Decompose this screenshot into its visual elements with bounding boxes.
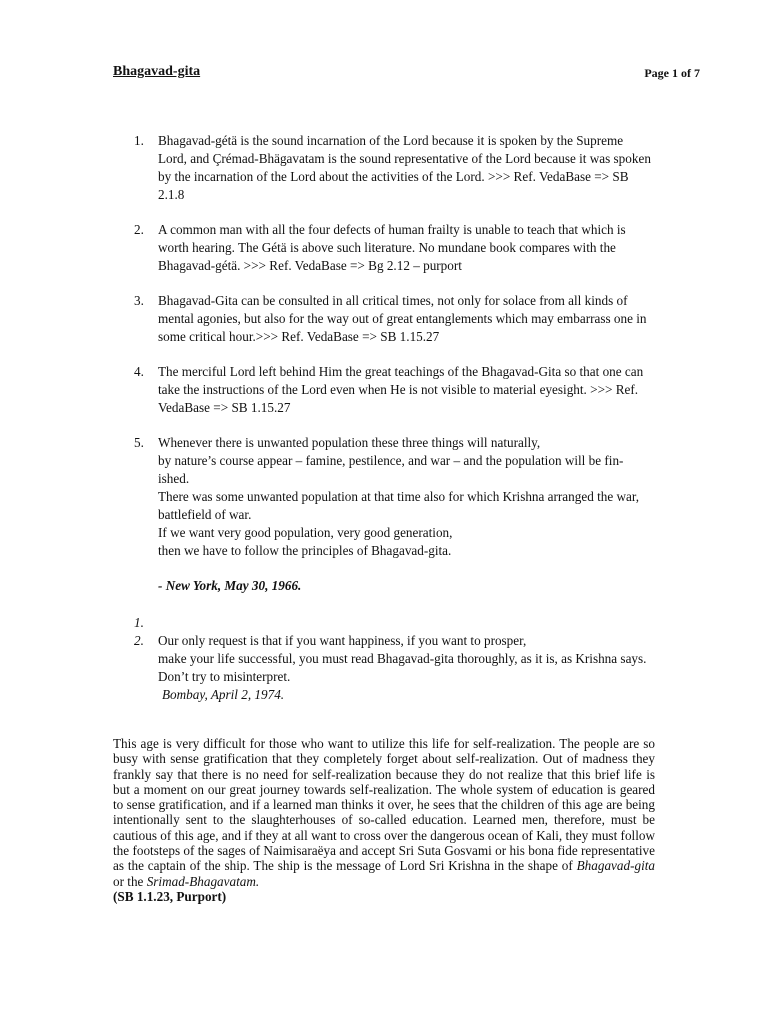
list-item-number: 2.: [134, 222, 144, 237]
list-item-number: 1.: [134, 133, 144, 148]
essay-text: or the: [113, 873, 147, 889]
list-item: [134, 614, 654, 632]
list-item-number: 1.: [134, 615, 144, 630]
document-title: Bhagavad-gita: [113, 64, 201, 79]
list-item-text: The merciful Lord left behind Him the great teachings of the Bhagavad-Gita so that one can take the instructions of the Lord even when He is not visible to material eyesight. >>> Ref. VedaBase => SB 1.15.27: [158, 364, 644, 415]
list-item: [134, 632, 654, 704]
list-item-text: Bhagavad-Gita can be consulted in all critical times, not only for solace from all kinds of mental agonies, but also for the way out of great entanglements which may embarrass one in some critical hour.>>> Ref. VedaBase => SB 1.15.27: [158, 293, 647, 344]
list-item: [134, 132, 654, 204]
book-title: Bhagavad-gita: [576, 858, 655, 874]
essay-reference: (SB 1.1.23, Purport): [113, 888, 227, 904]
essay-paragraph: [113, 736, 655, 904]
list-item-text: [158, 614, 654, 632]
list-item-number: 4.: [134, 364, 144, 379]
quote-line: If we want very good population, very good generation,: [158, 525, 453, 540]
essay-text: This age is very difficult for those who want to utilize this life for self-realization. The people are so busy with sense gratification that they completely forget about self-realization. Out of madness they frankly say that there is no need for self-realization because they do not realize that this brief life is but a moment on our great journey towards self-realization. The whole system of education is geared to sense gratification, and if a learned man thinks it over, he sees that the children of this age are being intentionally sent to the slaughterhouses of so-called education. Learned men, therefore, must be cautious of this age, and if they at all want to cross over the dangerous ocean of Kali, they must follow the footsteps of the sages of Naimisaraëya and accept Sri Suta Gosvami or his bona fide representative as the captain of the ship. The ship is the message of Lord Sri Krishna in the shape of: [113, 736, 655, 874]
quote-attribution: Bombay, April 2, 1974.: [162, 687, 285, 702]
quote-attribution: - New York, May 30, 1966.: [158, 578, 302, 593]
quote-list: [134, 132, 654, 721]
list-item-number: 2.: [134, 633, 144, 648]
page-number: Page 1 of 7: [644, 66, 700, 80]
quote-line: There was some unwanted population at that time also for which Krishna arranged the war, battlefield of war.: [158, 489, 640, 522]
quote-line: by nature’s course appear – famine, pestilence, and war – and the population will be fin-ished.: [158, 453, 624, 486]
quote-line: Our only request is that if you want happiness, if you want to prosper,: [158, 633, 527, 648]
quote-line: make your life successful, you must read Bhagavad-gita thoroughly, as it is, as Krishna says. Don’t try to misinterpret.: [158, 651, 647, 684]
list-item: [134, 221, 654, 275]
list-item: [134, 434, 654, 595]
list-item-text: A common man with all the four defects of human frailty is unable to teach that which is worth hearing. The Gétä is above such literature. No mundane book compares with the Bhagavad-gétä. >>> Ref. VedaBase => Bg 2.12 – purport: [158, 222, 626, 273]
quote-line: Whenever there is unwanted population these three things will naturally,: [158, 435, 541, 450]
quote-line: then we have to follow the principles of Bhagavad-gita.: [158, 543, 452, 558]
list-item: [134, 292, 654, 346]
list-item-number: 5.: [134, 435, 144, 450]
list-item-text: [158, 434, 654, 595]
book-title: Srimad-Bhagavatam.: [146, 873, 260, 889]
list-item: [134, 363, 654, 417]
list-item-text: [158, 632, 654, 704]
list-item-number: 3.: [134, 293, 144, 308]
list-item-text: Bhagavad-gétä is the sound incarnation of the Lord because it is spoken by the Supreme Lord, and Çrémad-Bhägavatam is the sound representative of the Lord because it was spoken by the incarnation of the Lord about the activities of the Lord. >>> Ref. VedaBase => SB 2.1.8: [158, 133, 651, 202]
